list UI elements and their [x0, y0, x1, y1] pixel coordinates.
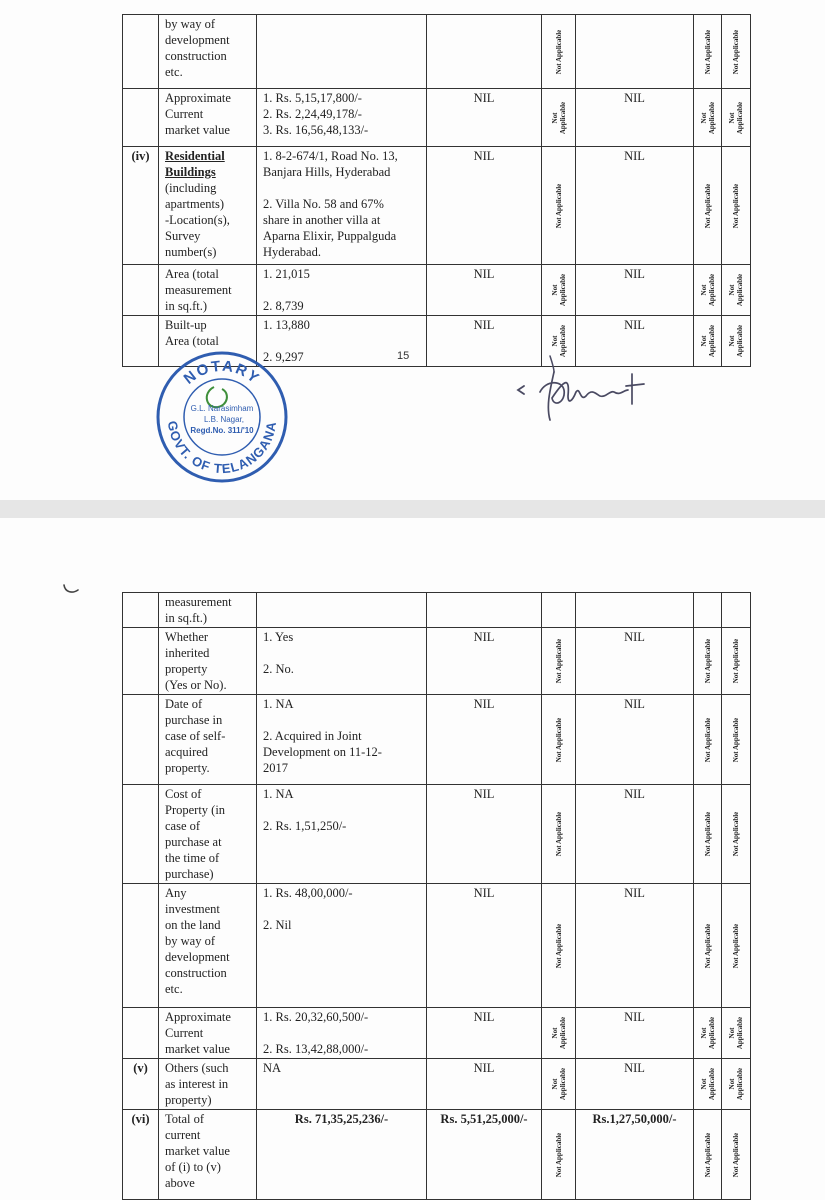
detail-line: Banjara Hills, Hyderabad [263, 165, 391, 179]
not-applicable-line: Not Applicable [554, 811, 563, 857]
not-applicable-line: Not Applicable [703, 923, 712, 968]
not-applicable-label [555, 1132, 563, 1177]
heading-line: purchase) [165, 867, 214, 881]
not-applicable-label [732, 1132, 740, 1177]
item-heading [159, 1110, 257, 1200]
not-applicable-label [704, 639, 712, 684]
heading-line: Total of [165, 1112, 205, 1126]
detail-line [263, 333, 420, 349]
not-applicable-cell [694, 265, 722, 316]
value-cell: NIL [576, 1059, 694, 1110]
section-number [123, 785, 159, 884]
value-cell: NIL [427, 628, 542, 695]
item-heading [159, 15, 257, 89]
detail-line [263, 901, 420, 917]
heading-line: (including [165, 181, 217, 195]
value-cell: NIL [427, 316, 542, 367]
value-cell: NIL [576, 695, 694, 785]
heading-line: of (i) to (v) [165, 1160, 221, 1174]
detail-line: 1. NA [263, 787, 294, 801]
not-applicable-line: Applicable [558, 1067, 567, 1101]
heading-line: market value [165, 1042, 230, 1056]
heading-line: measurement [165, 283, 232, 297]
not-applicable-cell [694, 1059, 722, 1110]
heading-line: in sq.ft.) [165, 299, 208, 313]
not-applicable-label [732, 923, 740, 968]
item-heading [159, 89, 257, 147]
section-number [123, 89, 159, 147]
not-applicable-label [728, 101, 744, 133]
not-applicable-line: Applicable [707, 101, 716, 134]
not-applicable-line: Not Applicable [554, 29, 563, 74]
not-applicable-cell [694, 147, 722, 265]
section-number [123, 15, 159, 89]
item-details [257, 1110, 427, 1200]
value-cell: NIL [576, 1008, 694, 1059]
detail-line: 1. 8-2-674/1, Road No. 13, [263, 149, 398, 163]
not-applicable-line: Not [728, 1027, 736, 1039]
seal-bottom-text: GOVT. OF TELANGANA [164, 419, 280, 477]
heading-line: current [165, 1128, 201, 1142]
item-heading [159, 884, 257, 1008]
not-applicable-label [555, 639, 563, 684]
assets-table-page-1 [122, 14, 751, 367]
not-applicable-cell [542, 884, 576, 1008]
heading-line: measurement [165, 595, 232, 609]
section-number [123, 1008, 159, 1059]
not-applicable-line: Not [550, 112, 559, 123]
heading-line: above [165, 1176, 195, 1190]
heading-line: market value [165, 1144, 230, 1158]
detail-line: 2. Nil [263, 918, 292, 932]
heading-line: Built-up [165, 318, 207, 332]
table-row [123, 1110, 751, 1200]
heading-line: inherited [165, 646, 210, 660]
value-cell: NIL [576, 147, 694, 265]
heading-line: construction [165, 966, 227, 980]
value-cell: NIL [427, 884, 542, 1008]
detail-line: Development on 11-12- [263, 745, 382, 759]
table-row [123, 89, 751, 147]
not-applicable-cell [722, 785, 751, 884]
heading-line: case of self- [165, 729, 226, 743]
not-applicable-line: Not Applicable [554, 923, 563, 968]
not-applicable-label [555, 812, 563, 857]
not-applicable-line: Not [728, 284, 736, 296]
table-row [123, 695, 751, 785]
heading-line: Approximate [165, 1010, 231, 1024]
not-applicable-cell [694, 593, 722, 628]
not-applicable-line: Not Applicable [732, 811, 740, 857]
not-applicable-line: Not Applicable [732, 638, 740, 684]
heading-line: by way of [165, 934, 215, 948]
item-heading [159, 785, 257, 884]
item-details [257, 593, 427, 628]
detail-line [263, 712, 420, 728]
value-cell: NIL [427, 89, 542, 147]
item-details [257, 884, 427, 1008]
curl-mark [62, 582, 80, 596]
not-applicable-line: Not Applicable [732, 1132, 740, 1177]
table-row [123, 1059, 751, 1110]
not-applicable-label [728, 274, 744, 306]
not-applicable-line: Not Applicable [554, 638, 563, 684]
not-applicable-label [700, 1068, 716, 1100]
table-row [123, 1008, 751, 1059]
not-applicable-label [704, 812, 712, 857]
not-applicable-line: Applicable [707, 324, 716, 358]
value-cell: NIL [576, 884, 694, 1008]
heading-line: purchase at [165, 835, 222, 849]
not-applicable-cell [694, 884, 722, 1008]
section-number [123, 265, 159, 316]
item-details [257, 785, 427, 884]
not-applicable-label [700, 1017, 716, 1049]
heading-line: in sq.ft.) [165, 611, 208, 625]
item-details [257, 1059, 427, 1110]
not-applicable-cell [722, 884, 751, 1008]
not-applicable-label [704, 29, 712, 74]
heading-line: Area (total [165, 334, 219, 348]
not-applicable-line: Not [550, 1078, 559, 1090]
not-applicable-cell [722, 1008, 751, 1059]
not-applicable-label [728, 1068, 744, 1100]
value-cell: NIL [427, 265, 542, 316]
not-applicable-line: Not Applicable [554, 717, 563, 762]
not-applicable-line: Not [728, 112, 736, 123]
page-gap [0, 500, 825, 518]
not-applicable-cell [694, 1110, 722, 1200]
detail-line [263, 645, 420, 661]
detail-line [263, 1025, 420, 1041]
value-cell: NIL [576, 628, 694, 695]
not-applicable-label [728, 1017, 744, 1049]
not-applicable-cell [542, 265, 576, 316]
not-applicable-cell [542, 1008, 576, 1059]
not-applicable-line: Not [728, 335, 736, 347]
not-applicable-cell [694, 695, 722, 785]
assets-table-page-2 [122, 592, 751, 1200]
item-details [257, 89, 427, 147]
item-heading [159, 1008, 257, 1059]
heading-line: acquired [165, 745, 209, 759]
table-row [123, 15, 751, 89]
not-applicable-line: Not [699, 284, 708, 296]
value-cell [576, 15, 694, 89]
not-applicable-cell [722, 147, 751, 265]
not-applicable-cell [722, 695, 751, 785]
not-applicable-label [732, 717, 740, 762]
not-applicable-line: Applicable [736, 1067, 744, 1101]
detail-line: Rs. 71,35,25,236/- [294, 1112, 389, 1126]
not-applicable-cell [694, 785, 722, 884]
heading-line: (Yes or No). [165, 678, 227, 692]
seal-line-2: L.B. Nagar, [203, 415, 245, 424]
not-applicable-line: Applicable [558, 1016, 567, 1050]
not-applicable-cell [542, 1110, 576, 1200]
not-applicable-line: Not Applicable [703, 183, 712, 228]
detail-line: 1. NA [263, 697, 294, 711]
not-applicable-line: Not Applicable [703, 638, 712, 684]
heading-line: Current [165, 1026, 204, 1040]
not-applicable-cell [694, 628, 722, 695]
heading-line: case of [165, 819, 201, 833]
not-applicable-label [551, 101, 567, 133]
not-applicable-line: Not [550, 284, 559, 296]
value-cell: NIL [427, 785, 542, 884]
heading-line: Approximate [165, 91, 231, 105]
value-cell: NIL [427, 695, 542, 785]
detail-line: 2. Rs. 13,42,88,000/- [263, 1042, 369, 1056]
table-row [123, 147, 751, 265]
not-applicable-label [728, 325, 744, 357]
seal-line-3: Regd.No. 311/'10 [190, 426, 254, 435]
not-applicable-line: Not Applicable [703, 1132, 712, 1177]
item-heading [159, 628, 257, 695]
value-cell: Rs.1,27,50,000/- [576, 1110, 694, 1200]
detail-line: Aparna Elixir, Puppalguda [263, 229, 397, 243]
not-applicable-label [704, 1132, 712, 1177]
heading-line: the time of [165, 851, 220, 865]
svg-text:NOTARY [181, 358, 264, 388]
heading-line: Others (such [165, 1061, 229, 1075]
section-number [123, 695, 159, 785]
heading-line: -Location(s), [165, 213, 230, 227]
not-applicable-line: Not Applicable [732, 717, 740, 762]
section-number [123, 884, 159, 1008]
value-cell [427, 593, 542, 628]
value-cell [427, 15, 542, 89]
value-cell: NIL [427, 1059, 542, 1110]
heading-line: number(s) [165, 245, 217, 259]
item-details [257, 15, 427, 89]
not-applicable-cell [722, 1110, 751, 1200]
item-heading [159, 265, 257, 316]
value-cell: Rs. 5,51,25,000/- [427, 1110, 542, 1200]
detail-line [263, 180, 420, 196]
table-row [123, 884, 751, 1008]
not-applicable-label [551, 274, 567, 306]
detail-line: 2017 [263, 761, 288, 775]
detail-line: 3. Rs. 16,56,48,133/- [263, 123, 369, 137]
heading-line: etc. [165, 982, 183, 996]
not-applicable-cell [542, 785, 576, 884]
not-applicable-line: Not Applicable [703, 29, 712, 74]
heading-line: Property (in [165, 803, 226, 817]
section-number [123, 628, 159, 695]
detail-line: 2. No. [263, 662, 294, 676]
value-cell: NIL [576, 89, 694, 147]
not-applicable-cell [542, 593, 576, 628]
detail-line: 1. Rs. 20,32,60,500/- [263, 1010, 369, 1024]
heading-line: as interest in [165, 1077, 229, 1091]
item-details [257, 265, 427, 316]
value-cell: NIL [427, 1008, 542, 1059]
not-applicable-label [704, 923, 712, 968]
not-applicable-cell [722, 15, 751, 89]
heading-line: development [165, 33, 230, 47]
not-applicable-cell [722, 89, 751, 147]
not-applicable-cell [694, 316, 722, 367]
not-applicable-cell [722, 593, 751, 628]
not-applicable-line: Not Applicable [554, 1132, 563, 1177]
detail-line [263, 282, 420, 298]
heading-line: by way of [165, 17, 215, 31]
not-applicable-line: Not [728, 1078, 736, 1090]
not-applicable-label [732, 812, 740, 857]
not-applicable-line: Not [699, 112, 708, 123]
heading-line: Any [165, 886, 187, 900]
not-applicable-label [551, 1068, 567, 1100]
not-applicable-line: Applicable [736, 101, 744, 134]
not-applicable-line: Not [699, 1027, 708, 1039]
value-cell: NIL [576, 265, 694, 316]
heading-line: Whether [165, 630, 209, 644]
table-row [123, 593, 751, 628]
item-details [257, 1008, 427, 1059]
not-applicable-line: Not Applicable [554, 183, 563, 228]
not-applicable-label [704, 717, 712, 762]
not-applicable-cell [542, 695, 576, 785]
heading-line: Cost of [165, 787, 202, 801]
not-applicable-line: Not Applicable [732, 923, 740, 968]
not-applicable-line: Not [550, 335, 559, 347]
not-applicable-line: Applicable [558, 273, 567, 307]
detail-line: 2. Rs. 1,51,250/- [263, 819, 347, 833]
table-row [123, 785, 751, 884]
detail-line: share in another villa at [263, 213, 381, 227]
not-applicable-line: Not [699, 1078, 708, 1090]
heading-line: Current [165, 107, 204, 121]
not-applicable-cell [694, 1008, 722, 1059]
heading-line: construction [165, 49, 227, 63]
not-applicable-line: Not Applicable [732, 183, 740, 228]
heading-line: property [165, 662, 208, 676]
not-applicable-label [704, 183, 712, 228]
section-number: (iv) [123, 147, 159, 265]
not-applicable-line: Not Applicable [703, 811, 712, 857]
item-heading-title: Residential Buildings [165, 149, 225, 179]
detail-line: NA [263, 1061, 282, 1075]
section-number: (vi) [123, 1110, 159, 1200]
not-applicable-label [555, 183, 563, 228]
not-applicable-line: Applicable [707, 1016, 716, 1050]
not-applicable-cell [542, 15, 576, 89]
not-applicable-line: Applicable [558, 324, 567, 358]
not-applicable-cell [722, 265, 751, 316]
detail-line [263, 802, 420, 818]
not-applicable-label [732, 29, 740, 74]
detail-line: 1. 13,880 [263, 318, 310, 332]
heading-line: market value [165, 123, 230, 137]
value-cell: NIL [427, 147, 542, 265]
not-applicable-line: Not [699, 335, 708, 347]
not-applicable-line: Applicable [736, 273, 744, 307]
not-applicable-label [700, 274, 716, 306]
item-details [257, 147, 427, 265]
heading-line: Date of [165, 697, 203, 711]
not-applicable-line: Applicable [558, 101, 567, 134]
value-cell [576, 593, 694, 628]
detail-line: Hyderabad. [263, 245, 321, 259]
detail-line: 2. Acquired in Joint [263, 729, 362, 743]
not-applicable-line: Applicable [736, 324, 744, 358]
detail-line: 2. Rs. 2,24,49,178/- [263, 107, 362, 121]
value-cell: NIL [576, 316, 694, 367]
heading-line: development [165, 950, 230, 964]
not-applicable-label [732, 183, 740, 228]
detail-line: 2. 9,297 [263, 350, 304, 364]
not-applicable-line: Not Applicable [732, 29, 740, 74]
value-cell: NIL [576, 785, 694, 884]
item-details [257, 628, 427, 695]
detail-line: 2. Villa No. 58 and 67% [263, 197, 384, 211]
seal-line-1: G.L. Narasimham [190, 404, 254, 413]
heading-line: property) [165, 1093, 212, 1107]
not-applicable-line: Applicable [707, 273, 716, 307]
not-applicable-line: Not [550, 1027, 559, 1039]
seal-top-text: NOTARY [180, 357, 264, 388]
detail-line: 1. Yes [263, 630, 294, 644]
not-applicable-label [555, 29, 563, 74]
page-number: 15 [397, 350, 410, 362]
not-applicable-cell [542, 1059, 576, 1110]
not-applicable-cell [722, 316, 751, 367]
not-applicable-label [551, 1017, 567, 1049]
heading-line: purchase in [165, 713, 223, 727]
item-heading [159, 147, 257, 265]
heading-line: apartments) [165, 197, 225, 211]
not-applicable-line: Applicable [707, 1067, 716, 1101]
not-applicable-cell [542, 628, 576, 695]
heading-line: Area (total [165, 267, 219, 281]
table-row [123, 265, 751, 316]
item-details [257, 695, 427, 785]
detail-line: 1. 21,015 [263, 267, 310, 281]
not-applicable-cell [694, 89, 722, 147]
not-applicable-label [700, 101, 716, 133]
not-applicable-cell [542, 147, 576, 265]
not-applicable-label [555, 923, 563, 968]
heading-line: investment [165, 902, 220, 916]
notary-seal [154, 349, 290, 485]
table-row [123, 628, 751, 695]
not-applicable-label [555, 717, 563, 762]
not-applicable-line: Applicable [736, 1016, 744, 1050]
heading-line: Survey [165, 229, 201, 243]
not-applicable-line: Not Applicable [703, 717, 712, 762]
heading-line: on the land [165, 918, 221, 932]
not-applicable-cell [722, 628, 751, 695]
item-heading [159, 695, 257, 785]
detail-line: 1. Rs. 48,00,000/- [263, 886, 353, 900]
item-heading [159, 593, 257, 628]
section-number [123, 593, 159, 628]
detail-line: 1. Rs. 5,15,17,800/- [263, 91, 362, 105]
not-applicable-label [732, 639, 740, 684]
detail-line: 2. 8,739 [263, 299, 304, 313]
heading-line: etc. [165, 65, 183, 79]
not-applicable-cell [722, 1059, 751, 1110]
handwritten-signature [510, 350, 660, 430]
section-number: (v) [123, 1059, 159, 1110]
heading-line: property. [165, 761, 210, 775]
not-applicable-cell [694, 15, 722, 89]
item-heading [159, 1059, 257, 1110]
not-applicable-label [700, 325, 716, 357]
not-applicable-cell [542, 89, 576, 147]
